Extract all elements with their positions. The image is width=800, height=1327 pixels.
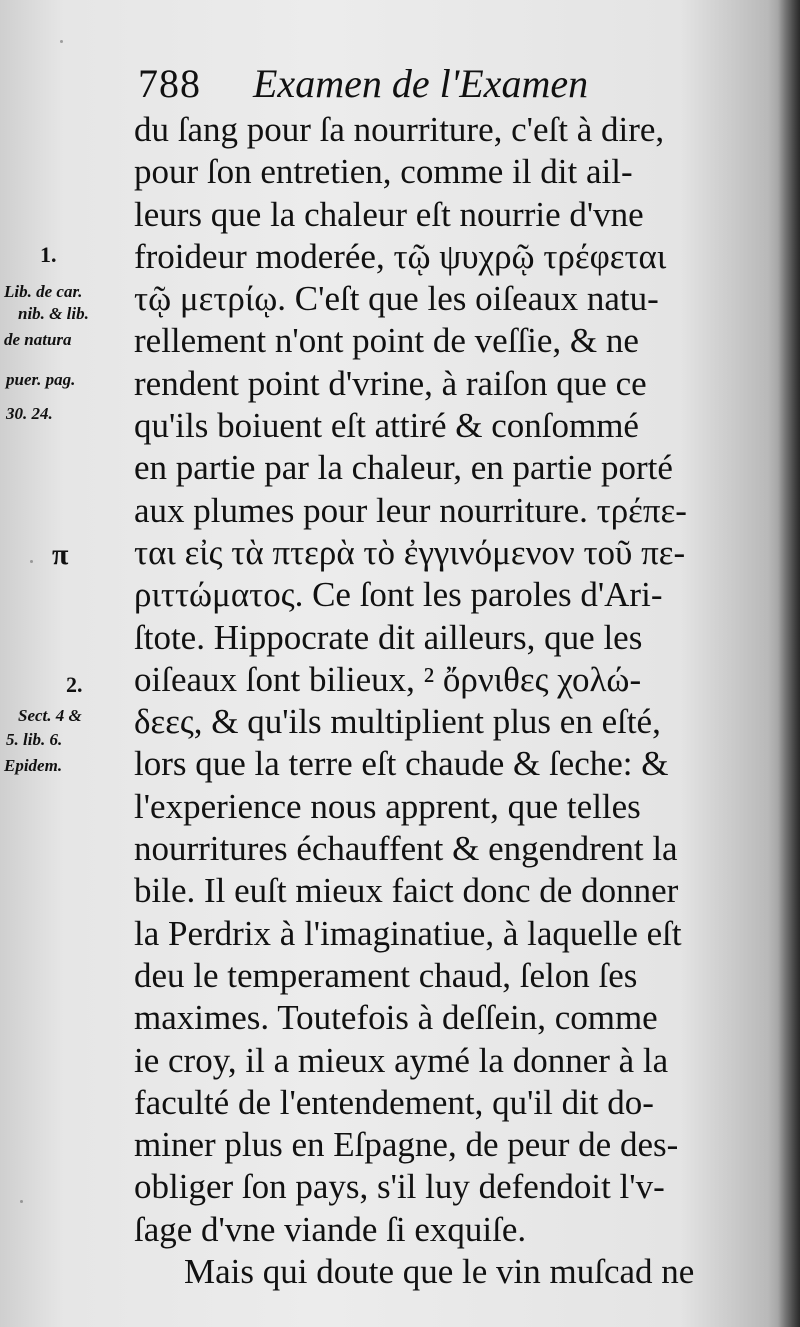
body-text <box>134 109 734 1293</box>
text-line: ται εἰς τὰ πτερὰ τὸ ἐγγινόμενον τοῦ πε- <box>134 532 686 572</box>
page-spine-shadow <box>778 0 800 1327</box>
page-number: 788 <box>138 61 201 106</box>
text-line: du ſang pour ſa nourriture, c'eſt à dire, <box>134 110 665 149</box>
note-2-reference-line: 5. lib. 6. <box>6 730 63 749</box>
text-line: maximes. Toutefois à deſſein, comme <box>134 998 658 1038</box>
note-1-reference-line: 30. 24. <box>6 404 53 423</box>
note-2-reference-line: Sect. 4 & <box>18 706 82 725</box>
paper-speck <box>30 560 33 563</box>
text-line: oiſeaux ſont bilieux, ² ὄρνιθες χολώ- <box>134 659 642 699</box>
text-line: aux plumes pour leur nourriture. τρέπε- <box>134 490 687 530</box>
correction-mark: π <box>52 538 69 571</box>
note-1-reference-line: de natura <box>4 330 72 349</box>
text-line: en partie par la chaleur, en partie porté <box>134 448 673 488</box>
text-line: la Perdrix à l'imaginatiue, à laquelle eſt <box>134 913 682 953</box>
note-2-reference-line: Epidem. <box>4 756 63 775</box>
running-title: Examen de l'Examen <box>253 61 589 106</box>
text-line: ie croy, il a mieux aymé la donner à la <box>134 1040 669 1080</box>
text-line: deu le temperament chaud, ſelon ſes <box>134 955 638 995</box>
paper-speck <box>20 1200 23 1203</box>
note-1-reference-line: Lib. de car. <box>4 282 83 301</box>
page-header <box>138 60 738 110</box>
text-line: leurs que la chaleur eſt nourrie d'vne <box>134 194 644 234</box>
text-line: ſage d'vne viande ſi exquiſe. <box>134 1209 527 1249</box>
text-line: nourritures échauffent & engendrent la <box>134 829 678 869</box>
text-line: Mais qui doute que le vin muſcad ne <box>184 1252 695 1292</box>
text-line: l'experience nous apprent, que telles <box>134 786 641 826</box>
text-line: lors que la terre eſt chaude & ſeche: & <box>134 744 669 784</box>
text-line: froideur moderée, τῷ ψυχρῷ τρέφεται <box>134 236 667 276</box>
text-line: pour ſon entretien, comme il dit ail- <box>134 152 633 192</box>
text-line: rendent point d'vrine, à raiſon que ce <box>134 363 647 403</box>
note-1-number: 1. <box>40 242 57 267</box>
note-2-number: 2. <box>66 672 83 697</box>
text-line: rellement n'ont point de veſſie, & ne <box>134 321 639 361</box>
paper-speck <box>60 40 63 43</box>
text-line: miner plus en Eſpagne, de peur de des- <box>134 1125 679 1165</box>
text-line: τῷ μετρίῳ. C'eſt que les oiſeaux natu- <box>134 279 659 319</box>
note-1-reference-line: puer. pag. <box>6 370 76 389</box>
text-line: ριττώματος. Ce ſont les paroles d'Ari- <box>134 575 663 615</box>
text-line: qu'ils boiuent eſt attiré & conſommé <box>134 406 639 446</box>
text-line: faculté de l'entendement, qu'il dit do- <box>134 1082 654 1122</box>
text-line: bile. Il euſt mieux faict donc de donner <box>134 871 679 911</box>
text-line: δεες, & qu'ils multiplient plus en eſté, <box>134 702 661 742</box>
note-1-reference-line: nib. & lib. <box>18 304 89 323</box>
text-line: obliger ſon pays, s'il luy defendoit l'v- <box>134 1167 665 1207</box>
text-line: ſtote. Hippocrate dit ailleurs, que les <box>134 617 643 657</box>
